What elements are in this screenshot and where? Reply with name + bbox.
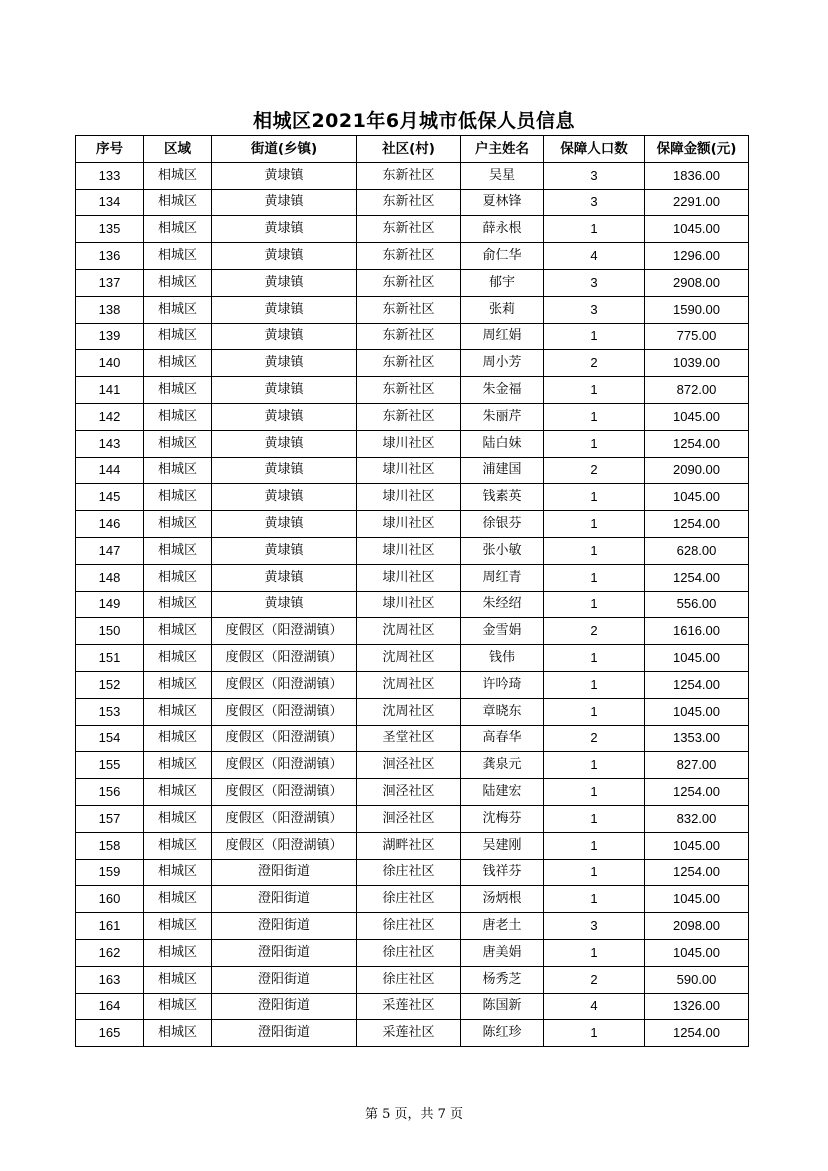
cell-district: 相城区 bbox=[144, 966, 212, 993]
cell-population: 2 bbox=[544, 350, 645, 377]
table-row bbox=[76, 966, 749, 993]
table-row bbox=[76, 323, 749, 350]
table-row bbox=[76, 752, 749, 779]
cell-street: 度假区（阳澄湖镇） bbox=[212, 725, 357, 752]
cell-district: 相城区 bbox=[144, 645, 212, 672]
cell-householder: 许吟琦 bbox=[461, 671, 544, 698]
cell-index: 140 bbox=[76, 350, 144, 377]
cell-index: 145 bbox=[76, 484, 144, 511]
table-row bbox=[76, 189, 749, 216]
cell-population: 2 bbox=[544, 966, 645, 993]
cell-amount: 1045.00 bbox=[645, 939, 749, 966]
cell-street: 澄阳街道 bbox=[212, 1020, 357, 1047]
cell-street: 澄阳街道 bbox=[212, 966, 357, 993]
cell-householder: 龚泉元 bbox=[461, 752, 544, 779]
cell-index: 151 bbox=[76, 645, 144, 672]
cell-population: 1 bbox=[544, 752, 645, 779]
cell-population: 1 bbox=[544, 484, 645, 511]
table-row bbox=[76, 564, 749, 591]
table-row bbox=[76, 269, 749, 296]
cell-population: 1 bbox=[544, 323, 645, 350]
cell-street: 澄阳街道 bbox=[212, 913, 357, 940]
table-row bbox=[76, 913, 749, 940]
cell-street: 澄阳街道 bbox=[212, 939, 357, 966]
cell-district: 相城区 bbox=[144, 859, 212, 886]
cell-street: 黄埭镇 bbox=[212, 323, 357, 350]
cell-street: 澄阳街道 bbox=[212, 859, 357, 886]
cell-householder: 钱祥芬 bbox=[461, 859, 544, 886]
cell-population: 1 bbox=[544, 1020, 645, 1047]
table-row bbox=[76, 296, 749, 323]
cell-population: 1 bbox=[544, 886, 645, 913]
cell-amount: 2908.00 bbox=[645, 269, 749, 296]
cell-amount: 556.00 bbox=[645, 591, 749, 618]
cell-amount: 1045.00 bbox=[645, 886, 749, 913]
cell-community: 东新社区 bbox=[357, 296, 461, 323]
cell-amount: 1836.00 bbox=[645, 162, 749, 189]
cell-index: 164 bbox=[76, 993, 144, 1020]
table-row bbox=[76, 645, 749, 672]
cell-street: 黄埭镇 bbox=[212, 457, 357, 484]
page-footer: 第 5 页，共 7 页 bbox=[364, 1107, 464, 1122]
cell-amount: 2291.00 bbox=[645, 189, 749, 216]
cell-householder: 朱经绍 bbox=[461, 591, 544, 618]
cell-street: 黄埭镇 bbox=[212, 591, 357, 618]
cell-index: 143 bbox=[76, 430, 144, 457]
cell-street: 黄埭镇 bbox=[212, 511, 357, 538]
cell-householder: 张莉 bbox=[461, 296, 544, 323]
header-row bbox=[76, 136, 749, 163]
cell-amount: 1045.00 bbox=[645, 484, 749, 511]
cell-index: 160 bbox=[76, 886, 144, 913]
cell-district: 相城区 bbox=[144, 752, 212, 779]
cell-community: 东新社区 bbox=[357, 323, 461, 350]
cell-index: 134 bbox=[76, 189, 144, 216]
cell-street: 黄埭镇 bbox=[212, 537, 357, 564]
cell-amount: 1353.00 bbox=[645, 725, 749, 752]
cell-community: 东新社区 bbox=[357, 269, 461, 296]
cell-district: 相城区 bbox=[144, 725, 212, 752]
cell-householder: 薛永根 bbox=[461, 216, 544, 243]
cell-index: 149 bbox=[76, 591, 144, 618]
cell-amount: 590.00 bbox=[645, 966, 749, 993]
table-row bbox=[76, 511, 749, 538]
cell-community: 东新社区 bbox=[357, 243, 461, 270]
cell-householder: 张小敏 bbox=[461, 537, 544, 564]
cell-community: 徐庄社区 bbox=[357, 886, 461, 913]
cell-street: 度假区（阳澄湖镇） bbox=[212, 832, 357, 859]
cell-amount: 1296.00 bbox=[645, 243, 749, 270]
cell-population: 3 bbox=[544, 296, 645, 323]
col-header-street: 街道(乡镇) bbox=[212, 136, 357, 163]
cell-district: 相城区 bbox=[144, 430, 212, 457]
cell-population: 1 bbox=[544, 805, 645, 832]
cell-street: 度假区（阳澄湖镇） bbox=[212, 671, 357, 698]
col-header-index: 序号 bbox=[76, 136, 144, 163]
col-header-amount: 保障金额(元) bbox=[645, 136, 749, 163]
table-row bbox=[76, 671, 749, 698]
cell-community: 埭川社区 bbox=[357, 511, 461, 538]
cell-community: 东新社区 bbox=[357, 403, 461, 430]
cell-householder: 章晓东 bbox=[461, 698, 544, 725]
cell-index: 152 bbox=[76, 671, 144, 698]
col-header-district: 区域 bbox=[144, 136, 212, 163]
cell-householder: 周红娟 bbox=[461, 323, 544, 350]
cell-index: 146 bbox=[76, 511, 144, 538]
cell-amount: 1045.00 bbox=[645, 216, 749, 243]
cell-amount: 2098.00 bbox=[645, 913, 749, 940]
cell-index: 154 bbox=[76, 725, 144, 752]
cell-householder: 杨秀芝 bbox=[461, 966, 544, 993]
cell-community: 东新社区 bbox=[357, 189, 461, 216]
cell-amount: 1254.00 bbox=[645, 511, 749, 538]
cell-community: 采莲社区 bbox=[357, 1020, 461, 1047]
cell-householder: 汤炳根 bbox=[461, 886, 544, 913]
cell-street: 黄埭镇 bbox=[212, 162, 357, 189]
cell-street: 黄埭镇 bbox=[212, 216, 357, 243]
cell-street: 度假区（阳澄湖镇） bbox=[212, 805, 357, 832]
cell-street: 黄埭镇 bbox=[212, 564, 357, 591]
cell-community: 采莲社区 bbox=[357, 993, 461, 1020]
cell-district: 相城区 bbox=[144, 939, 212, 966]
cell-population: 1 bbox=[544, 430, 645, 457]
cell-district: 相城区 bbox=[144, 511, 212, 538]
cell-community: 湖畔社区 bbox=[357, 832, 461, 859]
cell-population: 1 bbox=[544, 859, 645, 886]
cell-population: 1 bbox=[544, 403, 645, 430]
cell-population: 3 bbox=[544, 269, 645, 296]
cell-street: 澄阳街道 bbox=[212, 993, 357, 1020]
cell-community: 徐庄社区 bbox=[357, 966, 461, 993]
cell-street: 黄埭镇 bbox=[212, 269, 357, 296]
cell-community: 沈周社区 bbox=[357, 645, 461, 672]
cell-amount: 1590.00 bbox=[645, 296, 749, 323]
table-row bbox=[76, 377, 749, 404]
cell-street: 黄埭镇 bbox=[212, 377, 357, 404]
cell-community: 徐庄社区 bbox=[357, 913, 461, 940]
cell-community: 圣堂社区 bbox=[357, 725, 461, 752]
cell-community: 洄泾社区 bbox=[357, 752, 461, 779]
cell-amount: 1254.00 bbox=[645, 859, 749, 886]
cell-amount: 1045.00 bbox=[645, 832, 749, 859]
cell-community: 埭川社区 bbox=[357, 564, 461, 591]
cell-householder: 沈梅芬 bbox=[461, 805, 544, 832]
cell-index: 163 bbox=[76, 966, 144, 993]
cell-amount: 832.00 bbox=[645, 805, 749, 832]
cell-street: 澄阳街道 bbox=[212, 886, 357, 913]
cell-index: 157 bbox=[76, 805, 144, 832]
cell-amount: 2090.00 bbox=[645, 457, 749, 484]
cell-street: 度假区（阳澄湖镇） bbox=[212, 618, 357, 645]
cell-population: 2 bbox=[544, 457, 645, 484]
cell-population: 1 bbox=[544, 645, 645, 672]
cell-index: 162 bbox=[76, 939, 144, 966]
table-row bbox=[76, 805, 749, 832]
cell-amount: 1254.00 bbox=[645, 671, 749, 698]
cell-district: 相城区 bbox=[144, 564, 212, 591]
cell-population: 1 bbox=[544, 511, 645, 538]
table-row bbox=[76, 350, 749, 377]
cell-district: 相城区 bbox=[144, 269, 212, 296]
cell-householder: 钱素英 bbox=[461, 484, 544, 511]
cell-population: 3 bbox=[544, 189, 645, 216]
data-table bbox=[75, 135, 749, 1047]
cell-amount: 775.00 bbox=[645, 323, 749, 350]
cell-index: 133 bbox=[76, 162, 144, 189]
cell-index: 135 bbox=[76, 216, 144, 243]
cell-district: 相城区 bbox=[144, 591, 212, 618]
cell-community: 东新社区 bbox=[357, 377, 461, 404]
cell-householder: 钱伟 bbox=[461, 645, 544, 672]
cell-householder: 郁宇 bbox=[461, 269, 544, 296]
cell-index: 141 bbox=[76, 377, 144, 404]
cell-householder: 徐银芬 bbox=[461, 511, 544, 538]
cell-amount: 1326.00 bbox=[645, 993, 749, 1020]
cell-householder: 朱金福 bbox=[461, 377, 544, 404]
cell-amount: 628.00 bbox=[645, 537, 749, 564]
cell-street: 黄埭镇 bbox=[212, 243, 357, 270]
cell-district: 相城区 bbox=[144, 537, 212, 564]
cell-householder: 唐老土 bbox=[461, 913, 544, 940]
table-row bbox=[76, 779, 749, 806]
cell-district: 相城区 bbox=[144, 886, 212, 913]
cell-amount: 1616.00 bbox=[645, 618, 749, 645]
cell-population: 3 bbox=[544, 913, 645, 940]
cell-district: 相城区 bbox=[144, 993, 212, 1020]
cell-community: 东新社区 bbox=[357, 162, 461, 189]
cell-householder: 陆白妹 bbox=[461, 430, 544, 457]
cell-householder: 陈红珍 bbox=[461, 1020, 544, 1047]
cell-index: 138 bbox=[76, 296, 144, 323]
cell-community: 埭川社区 bbox=[357, 484, 461, 511]
cell-district: 相城区 bbox=[144, 377, 212, 404]
table-row bbox=[76, 243, 749, 270]
cell-community: 徐庄社区 bbox=[357, 859, 461, 886]
cell-street: 黄埭镇 bbox=[212, 403, 357, 430]
cell-population: 1 bbox=[544, 564, 645, 591]
col-header-community: 社区(村) bbox=[357, 136, 461, 163]
cell-district: 相城区 bbox=[144, 671, 212, 698]
cell-community: 东新社区 bbox=[357, 350, 461, 377]
cell-householder: 陈国新 bbox=[461, 993, 544, 1020]
cell-population: 1 bbox=[544, 216, 645, 243]
page-title: 相城区2021年6月城市低保人员信息 bbox=[252, 110, 576, 132]
cell-householder: 朱丽芹 bbox=[461, 403, 544, 430]
cell-householder: 夏林锋 bbox=[461, 189, 544, 216]
cell-population: 1 bbox=[544, 939, 645, 966]
cell-district: 相城区 bbox=[144, 832, 212, 859]
table-row bbox=[76, 993, 749, 1020]
cell-community: 埭川社区 bbox=[357, 591, 461, 618]
cell-population: 4 bbox=[544, 243, 645, 270]
cell-index: 153 bbox=[76, 698, 144, 725]
cell-district: 相城区 bbox=[144, 350, 212, 377]
cell-amount: 1254.00 bbox=[645, 779, 749, 806]
table-row bbox=[76, 484, 749, 511]
cell-amount: 1254.00 bbox=[645, 1020, 749, 1047]
cell-index: 144 bbox=[76, 457, 144, 484]
cell-index: 161 bbox=[76, 913, 144, 940]
cell-householder: 唐美娟 bbox=[461, 939, 544, 966]
cell-population: 2 bbox=[544, 618, 645, 645]
cell-householder: 吴建刚 bbox=[461, 832, 544, 859]
cell-amount: 1039.00 bbox=[645, 350, 749, 377]
cell-district: 相城区 bbox=[144, 403, 212, 430]
cell-district: 相城区 bbox=[144, 457, 212, 484]
cell-index: 156 bbox=[76, 779, 144, 806]
cell-index: 142 bbox=[76, 403, 144, 430]
cell-street: 黄埭镇 bbox=[212, 484, 357, 511]
cell-population: 1 bbox=[544, 832, 645, 859]
cell-householder: 周红青 bbox=[461, 564, 544, 591]
cell-district: 相城区 bbox=[144, 162, 212, 189]
cell-street: 度假区（阳澄湖镇） bbox=[212, 645, 357, 672]
cell-street: 黄埭镇 bbox=[212, 350, 357, 377]
table-row bbox=[76, 859, 749, 886]
table-row bbox=[76, 886, 749, 913]
cell-population: 1 bbox=[544, 377, 645, 404]
cell-district: 相城区 bbox=[144, 1020, 212, 1047]
cell-district: 相城区 bbox=[144, 296, 212, 323]
table-row bbox=[76, 591, 749, 618]
cell-population: 2 bbox=[544, 725, 645, 752]
table-row bbox=[76, 430, 749, 457]
cell-index: 155 bbox=[76, 752, 144, 779]
cell-community: 沈周社区 bbox=[357, 618, 461, 645]
cell-street: 黄埭镇 bbox=[212, 189, 357, 216]
cell-community: 东新社区 bbox=[357, 216, 461, 243]
cell-amount: 1254.00 bbox=[645, 430, 749, 457]
table-row bbox=[76, 832, 749, 859]
cell-index: 165 bbox=[76, 1020, 144, 1047]
cell-householder: 周小芳 bbox=[461, 350, 544, 377]
cell-community: 埭川社区 bbox=[357, 537, 461, 564]
cell-district: 相城区 bbox=[144, 698, 212, 725]
cell-district: 相城区 bbox=[144, 779, 212, 806]
cell-community: 沈周社区 bbox=[357, 698, 461, 725]
cell-amount: 1254.00 bbox=[645, 564, 749, 591]
cell-index: 158 bbox=[76, 832, 144, 859]
cell-index: 136 bbox=[76, 243, 144, 270]
cell-householder: 陆建宏 bbox=[461, 779, 544, 806]
cell-street: 度假区（阳澄湖镇） bbox=[212, 698, 357, 725]
cell-district: 相城区 bbox=[144, 484, 212, 511]
cell-community: 埭川社区 bbox=[357, 457, 461, 484]
cell-householder: 金雪娟 bbox=[461, 618, 544, 645]
cell-street: 黄埭镇 bbox=[212, 296, 357, 323]
table-row bbox=[76, 403, 749, 430]
cell-population: 1 bbox=[544, 537, 645, 564]
cell-community: 徐庄社区 bbox=[357, 939, 461, 966]
cell-community: 洄泾社区 bbox=[357, 779, 461, 806]
cell-district: 相城区 bbox=[144, 805, 212, 832]
table-row bbox=[76, 216, 749, 243]
cell-index: 137 bbox=[76, 269, 144, 296]
cell-index: 148 bbox=[76, 564, 144, 591]
table-row bbox=[76, 1020, 749, 1047]
cell-district: 相城区 bbox=[144, 323, 212, 350]
cell-householder: 俞仁华 bbox=[461, 243, 544, 270]
cell-index: 147 bbox=[76, 537, 144, 564]
cell-street: 度假区（阳澄湖镇） bbox=[212, 752, 357, 779]
col-header-population: 保障人口数 bbox=[544, 136, 645, 163]
cell-index: 159 bbox=[76, 859, 144, 886]
cell-community: 埭川社区 bbox=[357, 430, 461, 457]
cell-amount: 1045.00 bbox=[645, 698, 749, 725]
cell-community: 洄泾社区 bbox=[357, 805, 461, 832]
cell-street: 度假区（阳澄湖镇） bbox=[212, 779, 357, 806]
cell-population: 1 bbox=[544, 779, 645, 806]
cell-district: 相城区 bbox=[144, 189, 212, 216]
table-row bbox=[76, 457, 749, 484]
table-row bbox=[76, 162, 749, 189]
cell-amount: 1045.00 bbox=[645, 403, 749, 430]
cell-district: 相城区 bbox=[144, 618, 212, 645]
cell-population: 1 bbox=[544, 698, 645, 725]
cell-amount: 827.00 bbox=[645, 752, 749, 779]
cell-population: 1 bbox=[544, 671, 645, 698]
cell-population: 4 bbox=[544, 993, 645, 1020]
cell-district: 相城区 bbox=[144, 216, 212, 243]
cell-street: 黄埭镇 bbox=[212, 430, 357, 457]
cell-householder: 吴星 bbox=[461, 162, 544, 189]
table-row bbox=[76, 698, 749, 725]
cell-amount: 1045.00 bbox=[645, 645, 749, 672]
cell-amount: 872.00 bbox=[645, 377, 749, 404]
cell-index: 139 bbox=[76, 323, 144, 350]
table-row bbox=[76, 725, 749, 752]
cell-district: 相城区 bbox=[144, 913, 212, 940]
cell-population: 3 bbox=[544, 162, 645, 189]
table-row bbox=[76, 618, 749, 645]
cell-population: 1 bbox=[544, 591, 645, 618]
cell-community: 沈周社区 bbox=[357, 671, 461, 698]
cell-index: 150 bbox=[76, 618, 144, 645]
cell-householder: 高春华 bbox=[461, 725, 544, 752]
table-row bbox=[76, 939, 749, 966]
cell-householder: 浦建国 bbox=[461, 457, 544, 484]
cell-district: 相城区 bbox=[144, 243, 212, 270]
col-header-householder: 户主姓名 bbox=[461, 136, 544, 163]
table-row bbox=[76, 537, 749, 564]
